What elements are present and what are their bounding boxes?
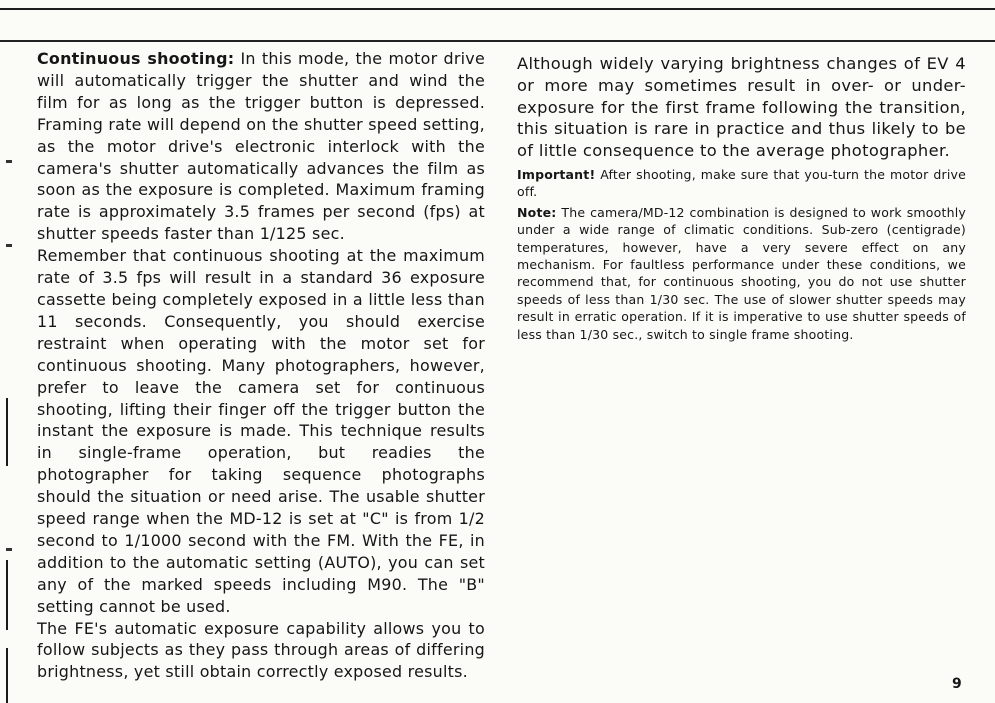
margin-bar-3 — [6, 648, 8, 703]
note-label: Note: — [517, 204, 557, 220]
margin-bar-2 — [6, 560, 8, 630]
automatic-exposure-paragraph: The FE's automatic exposure capability allows you to follow subjects as they pass through areas of differing brightness, yet still obtain correctly exposed results. — [37, 618, 485, 682]
note-paragraph — [517, 204, 966, 343]
brightness-paragraph: Although widely varying brightness changes of EV 4 or more may sometimes result in over- or under-exposure for the first frame following the transition, this situation is rare in practice and thus likely to be of little consequence to the average photographer. — [517, 54, 966, 161]
left-column — [37, 48, 485, 683]
continuous-shooting-label: Continuous shooting: — [37, 49, 235, 68]
margin-tick-2 — [6, 244, 12, 247]
continuous-shooting-paragraph — [37, 48, 485, 245]
note-body: The camera/MD-12 combination is designed to work smoothly under a wide range of climatic conditions. Sub-zero (centigrade) temperatures, however, have a very severe effect on any mechanism. For faultless performance under these conditions, we recommend that, for continuous shooting, you do not use shutter speeds of less than 1/30 sec. The use of slower shutter speeds may result in erratic operation. If it is imperative to use shutter speeds of less than 1/30 sec., switch to single frame shooting. — [517, 204, 966, 342]
margin-bar-1 — [6, 398, 8, 466]
margin-tick-3 — [6, 548, 12, 551]
continuous-shooting-body: In this mode, the motor drive will automatically trigger the shutter and wind the film for as long as the trigger button is depressed. Framing rate will depend on the shutter speed setting, as the motor drive's electronic interlock with the camera's shutter automatically advances the film as soon as the exposure is completed. Maximum framing rate is approximately 3.5 frames per second (fps) at shutter speeds faster than 1/125 sec. — [37, 49, 485, 244]
right-column — [517, 53, 966, 343]
margin-tick-1 — [6, 160, 12, 163]
important-notice — [517, 166, 966, 201]
header-rule-bottom — [0, 40, 995, 42]
remember-paragraph: Remember that continuous shooting at the maximum rate of 3.5 fps will result in a standard 36 exposure cassette being completely exposed in a little less than 11 seconds. Consequently, you should exercise restraint when operating with the motor set for continuous shooting. Many photographers, however, prefer to leave the camera set for continuous shooting, lifting their finger off the trigger button the instant the exposure is made. This technique results in single-frame operation, but readies the photographer for taking sequence photographs should the situation or need arise. The usable shutter speed range when the MD-12 is set at "C" is from 1/2 second to 1/1000 second with the FM. With the FE, in addition to the automatic setting (AUTO), you can set any of the marked speeds including M90. The "B" setting cannot be used. — [37, 246, 485, 616]
important-body: After shooting, make sure that you-turn the motor drive off. — [517, 166, 966, 200]
important-label: Important! — [517, 166, 596, 182]
page-number: 9 — [952, 676, 962, 692]
header-rule-top — [0, 8, 995, 10]
